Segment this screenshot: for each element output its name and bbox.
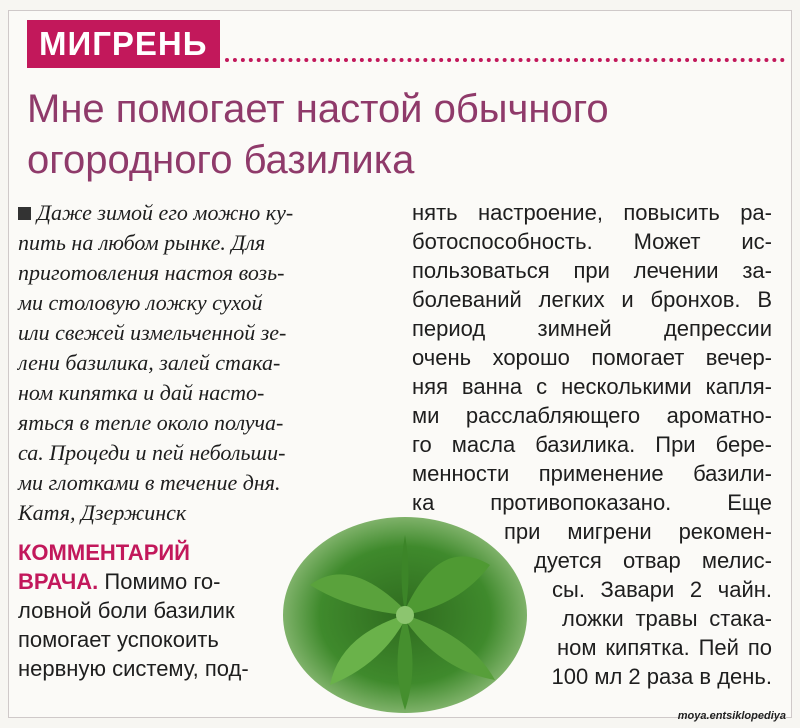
right-line: очень хорошо помогает вечер-	[412, 345, 772, 370]
letter-line: Даже зимой его можно ку-	[18, 198, 393, 228]
doctor-comment	[18, 538, 282, 683]
right-line: пользоваться при лечении за-	[412, 258, 772, 283]
right-line: менности применение базили-	[412, 461, 772, 486]
reader-letter	[18, 198, 393, 528]
watermark: moya.entsiklopediya	[677, 710, 786, 722]
right-line: сы. Завари 2 чайн.	[552, 577, 772, 602]
letter-line: ми глотками в течение дня.	[18, 470, 281, 495]
title-line-1: Мне помогает настой обычного	[27, 87, 609, 131]
comment-line: ловной боли базилик	[18, 598, 235, 623]
basil-image	[280, 515, 530, 715]
letter-line: приготовления настоя возь-	[18, 260, 285, 285]
article-title	[27, 84, 767, 186]
right-line: при мигрени рекомен-	[504, 519, 772, 544]
comment-line: ВРАЧА. Помимо го-	[18, 569, 221, 594]
comment-line: помогает успокоить	[18, 627, 219, 652]
letter-line: са. Процеди и пей небольши-	[18, 440, 286, 465]
right-line: ботоспособность. Может ис-	[412, 229, 772, 254]
letter-line: ми столовую ложку сухой	[18, 290, 263, 315]
title-line-2: огородного базилика	[27, 138, 415, 182]
right-line: болеваний легких и бронхов. В	[412, 287, 772, 312]
right-line: ном кипятка. Пей по	[557, 635, 772, 660]
right-line: 100 мл 2 раза в день.	[551, 664, 772, 689]
letter-line: пить на любом рынке. Для	[18, 230, 266, 255]
dotted-divider	[225, 58, 785, 62]
right-line: нять настроение, повысить ра-	[412, 200, 772, 225]
right-line: ми расслабляющего ароматно-	[412, 403, 772, 428]
comment-label-line-1: КОММЕНТАРИЙ	[18, 540, 190, 565]
letter-line: ном кипятка и дай насто-	[18, 380, 265, 405]
comment-label-line-2: ВРАЧА.	[18, 569, 99, 594]
right-line: го масла базилика. При бере-	[412, 432, 772, 457]
right-line: няя ванна с несколькими капля-	[412, 374, 772, 399]
section-tag: МИГРЕНЬ	[27, 20, 220, 68]
right-line: ка противопоказано. Еще	[412, 490, 772, 515]
letter-line: лени базилика, залей стака-	[18, 350, 281, 375]
square-bullet-icon	[18, 207, 31, 220]
letter-line: или свежей измельченной зе-	[18, 320, 287, 345]
right-line: период зимней депрессии	[412, 316, 772, 341]
right-line: дуется отвар мелис-	[534, 548, 772, 573]
comment-line: нервную систему, под-	[18, 656, 249, 681]
letter-author: Катя, Дзержинск	[18, 500, 187, 525]
right-line: ложки травы стака-	[562, 606, 772, 631]
letter-line: яться в тепле около получа-	[18, 410, 284, 435]
